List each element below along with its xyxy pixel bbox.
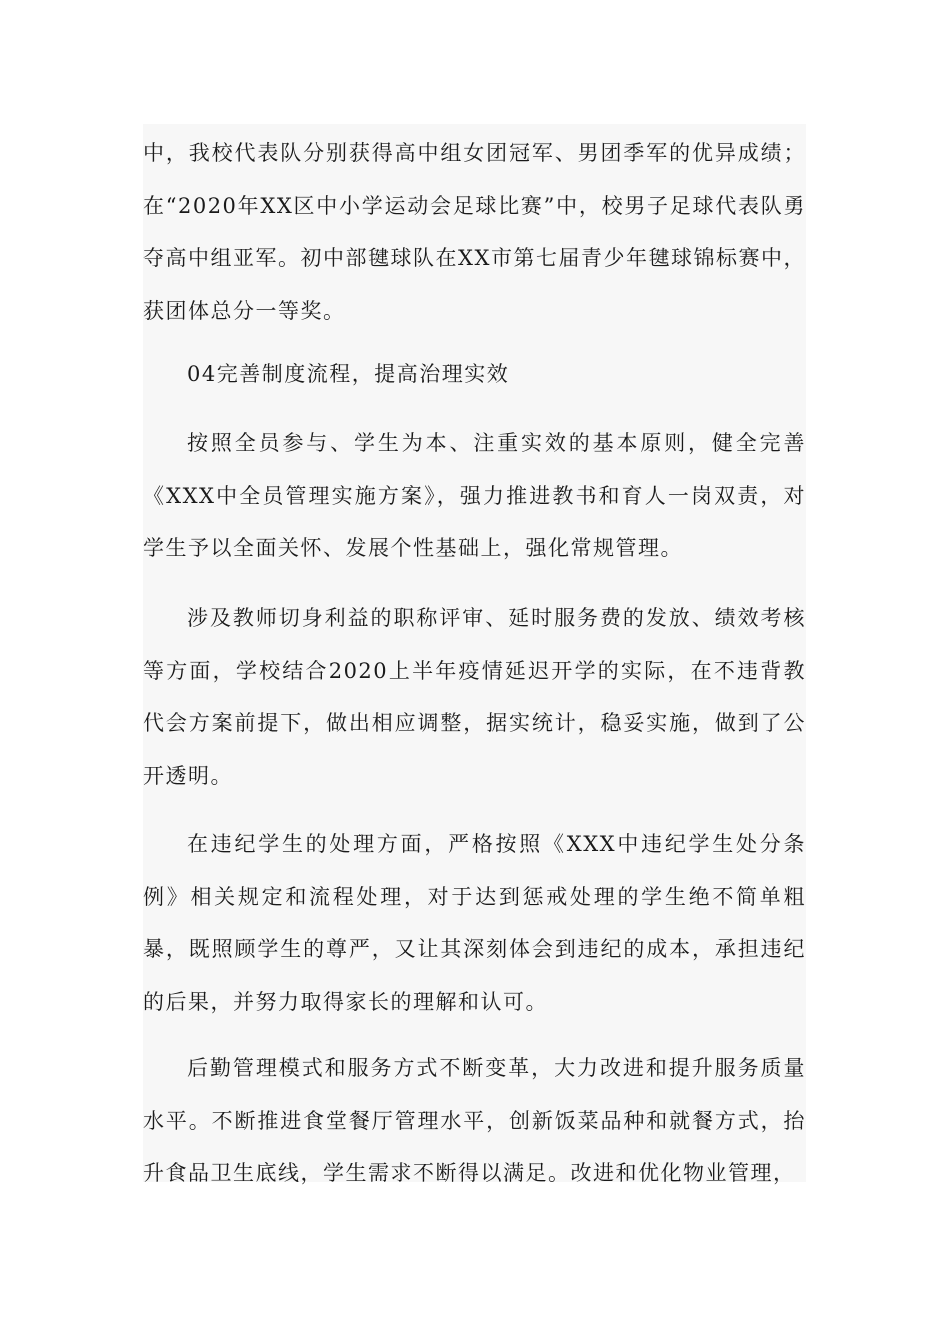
paragraph: 后勤管理模式和服务方式不断变革，大力改进和提升服务质量水平。不断推进食堂餐厅管理水平，创新饭菜品种和就餐方式，抬升食品卫生底线，学生需求不断得以满足。改进和优化物业管理， bbox=[143, 1056, 806, 1185]
document-body bbox=[143, 124, 806, 1185]
paragraph: 按照全员参与、学生为本、注重实效的基本原则，健全完善《XXX中全员管理实施方案》，强力推进教书和育人一岗双责，对学生予以全面关怀、发展个性基础上，强化常规管理。 bbox=[143, 431, 806, 560]
section-heading: 04完善制度流程，提高治理实效 bbox=[187, 362, 510, 386]
paragraph-continuation: 中，我校代表队分别获得高中组女团冠军、男团季军的优异成绩；在“2020年XX区中小学运动会足球比赛”中，校男子足球代表队勇夺高中组亚军。初中部毽球队在XX市第七届青少年毽球锦标赛中，获团体总分一等奖。 bbox=[143, 141, 806, 323]
paragraph: 涉及教师切身利益的职称评审、延时服务费的发放、绩效考核等方面，学校结合2020上半年疫情延迟开学的实际，在不违背教代会方案前提下，做出相应调整，据实统计，稳妥实施，做到了公开透明。 bbox=[143, 606, 806, 788]
paragraph: 在违纪学生的处理方面，严格按照《XXX中违纪学生处分条例》相关规定和流程处理，对于达到惩戒处理的学生绝不简单粗暴，既照顾学生的尊严，又让其深刻体会到违纪的成本，承担违纪的后果，并努力取得家长的理解和认可。 bbox=[143, 832, 806, 1014]
